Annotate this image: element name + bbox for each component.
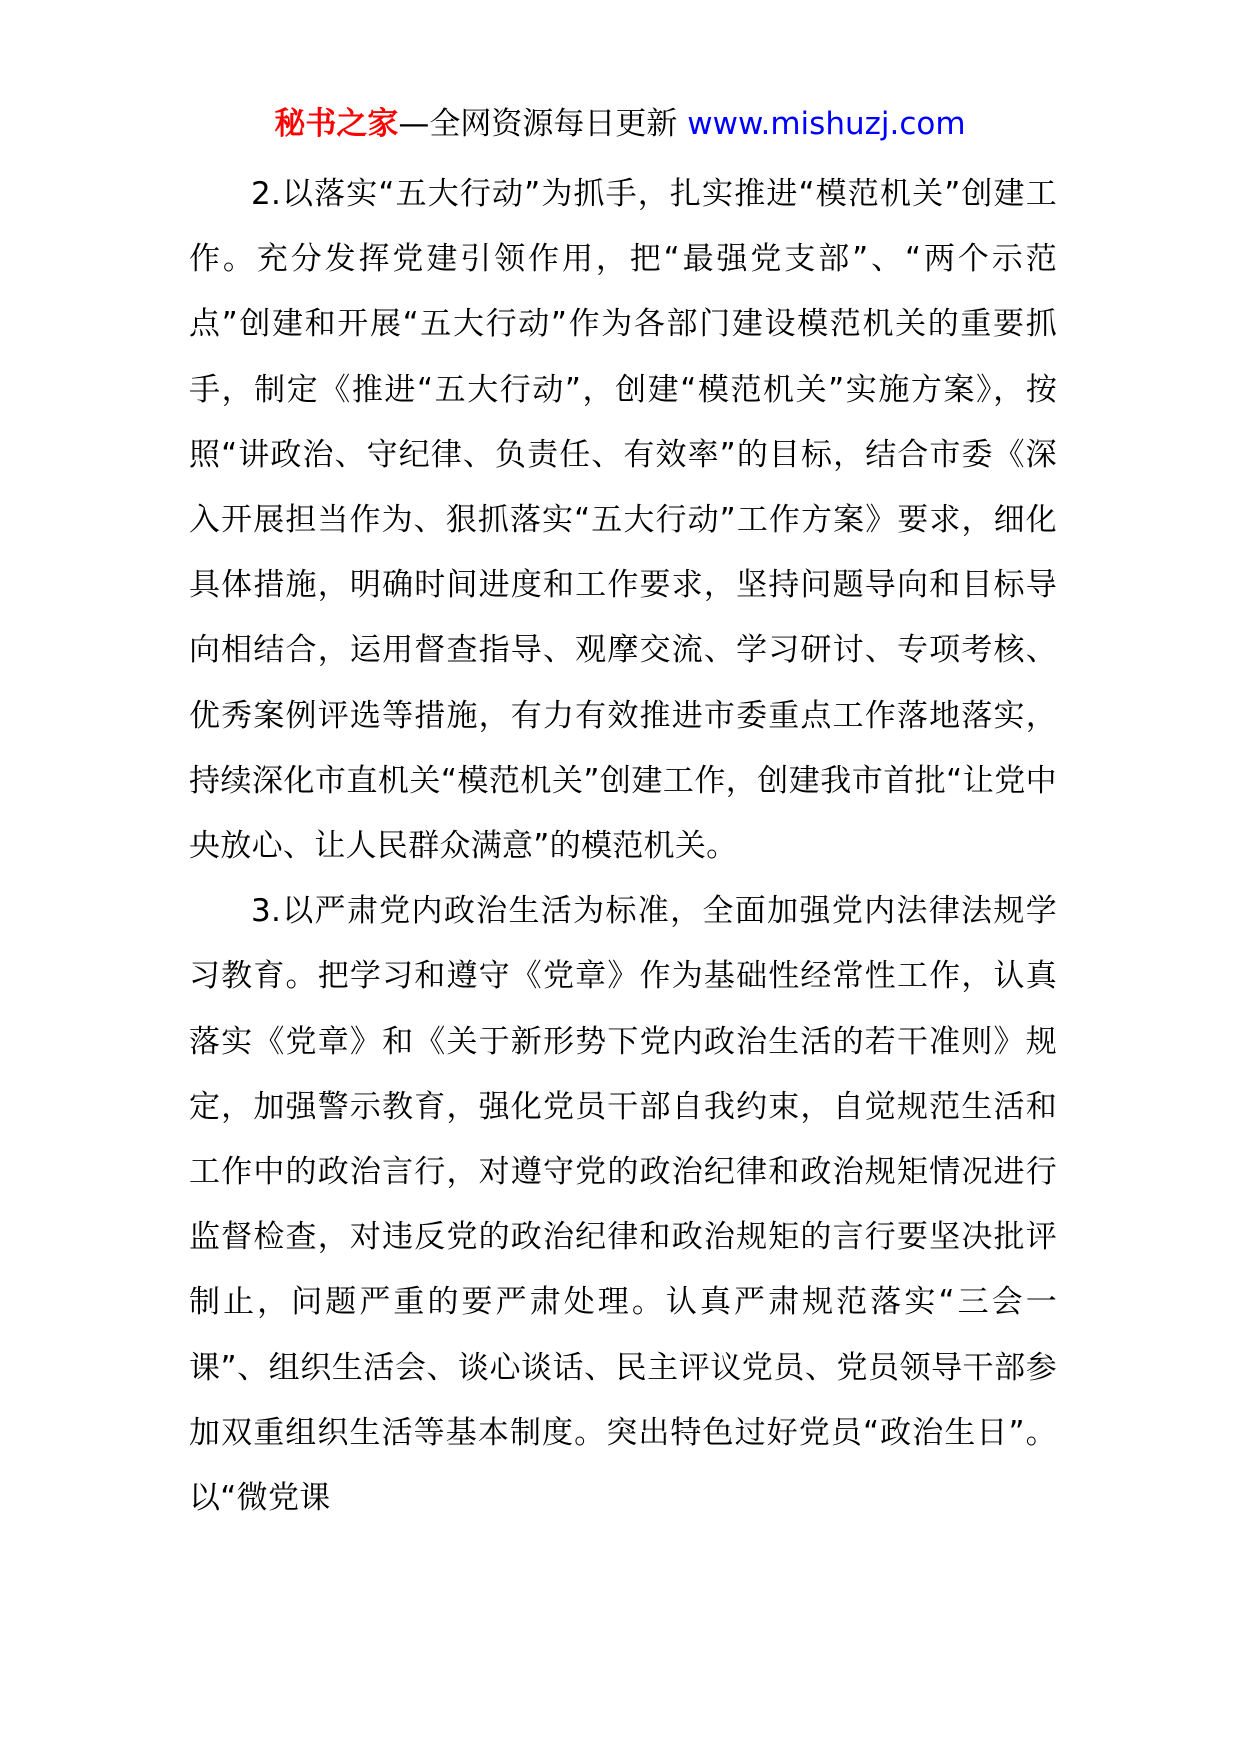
document-header — [0, 98, 1240, 150]
brand-name: 秘书之家 — [274, 106, 399, 142]
site-url-link[interactable]: www.mishuzj.com — [687, 106, 966, 142]
document-body — [189, 162, 1057, 1531]
paragraph-2: 2.以落实“五大行动”为抓手，扎实推进“模范机关”创建工作。充分发挥党建引领作用，把“最强党支部”、“两个示范点”创建和开展“五大行动”作为各部门建设模范机关的重要抓手，制定《推进“五大行动”，创建“模范机关”实施方案》，按照“讲政治、守纪律、负责任、有效率”的目标，结合市委《深入开展担当作为、狠抓落实“五大行动”工作方案》要求，细化具体措施，明确时间进度和工作要求，坚持问题导向和目标导向相结合，运用督查指导、观摩交流、学习研讨、专项考核、优秀案例评选等措施，有力有效推进市委重点工作落地落实，持续深化市直机关“模范机关”创建工作，创建我市首批“让党中央放心、让人民群众满意”的模范机关。 — [189, 176, 1057, 865]
paragraph-3: 3.以严肃党内政治生活为标准，全面加强党内法律法规学习教育。把学习和遵守《党章》作为基础性经常性工作，认真落实《党章》和《关于新形势下党内政治生活的若干准则》规定，加强警示教育，强化党员干部自我约束，自觉规范生活和工作中的政治言行，对遵守党的政治纪律和政治规矩情况进行监督检查，对违反党的政治纪律和政治规矩的言行要坚决批评制止，问题严重的要严肃处理。认真严肃规范落实“三会一课”、组织生活会、谈心谈话、民主评议党员、党员领导干部参加双重组织生活等基本制度。突出特色过好党员“政治生日”。以“微党课 — [189, 893, 1057, 1517]
header-tagline: —全网资源每日更新 — [398, 106, 688, 142]
